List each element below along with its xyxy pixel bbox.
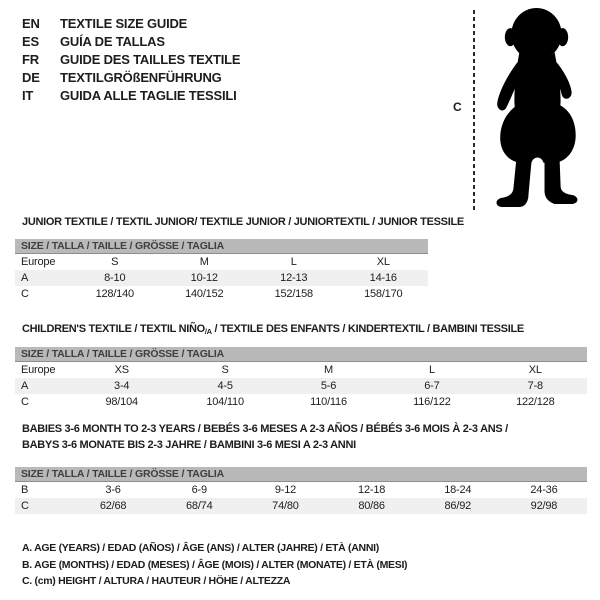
size-cell: 12-18 — [358, 484, 386, 496]
table-row-height — [15, 394, 587, 410]
language-code: IT — [22, 87, 34, 103]
row-label: A — [21, 380, 29, 392]
row-label: Europe — [21, 364, 56, 376]
children-heading-pre: CHILDREN'S TEXTILE / TEXTIL NIÑO — [22, 323, 205, 335]
size-cell: S — [221, 364, 229, 376]
size-cell: M — [324, 364, 333, 376]
footnote-b: B. AGE (MONTHS) / EDAD (MESES) / ÂGE (MOIS) / ALTER (MONATE) / ETÀ (MESI) — [22, 558, 408, 571]
children-section-heading — [22, 321, 524, 340]
language-title: GUÍA DE TALLAS — [60, 33, 165, 49]
size-cell: 98/104 — [105, 396, 138, 408]
language-code: ES — [22, 33, 39, 49]
footnote-a: A. AGE (YEARS) / EDAD (AÑOS) / ÂGE (ANS) / ALTER (JAHRE) / ETÀ (ANNI) — [22, 542, 379, 554]
language-code: FR — [22, 51, 39, 67]
language-title: TEXTILE SIZE GUIDE — [60, 15, 188, 31]
children-size-table — [15, 347, 587, 410]
size-cell: 12-13 — [280, 272, 308, 284]
size-cell: 68/74 — [185, 500, 213, 512]
size-cell: L — [428, 364, 435, 376]
table-row-height — [15, 286, 428, 302]
size-cell: 9-12 — [274, 484, 297, 496]
children-heading-post: / TEXTILE DES ENFANTS / KINDERTEXTIL / BAMBINI TESSILE — [211, 323, 524, 335]
size-cell: XL — [376, 256, 390, 268]
size-cell: 80/86 — [358, 500, 385, 512]
baby-silhouette-icon — [484, 6, 594, 212]
size-header-bar: SIZE / TALLA / TAILLE / GRÖSSE / TAGLIA — [15, 347, 587, 362]
language-row-en — [22, 14, 240, 32]
size-cell: 5-6 — [320, 380, 337, 392]
size-header-bar: SIZE / TALLA / TAILLE / GRÖSSE / TAGLIA — [15, 467, 587, 482]
height-measure-figure — [440, 0, 600, 220]
row-label: Europe — [21, 256, 56, 268]
row-label: C — [21, 288, 29, 300]
size-cell: 116/122 — [413, 396, 451, 408]
language-title: GUIDE DES TAILLES TEXTILE — [60, 51, 241, 67]
size-cell: 3-6 — [105, 484, 121, 496]
size-cell: XL — [528, 364, 542, 376]
table-row-height — [15, 498, 587, 514]
size-cell: 8-10 — [104, 272, 126, 284]
table-row-europe — [15, 362, 587, 378]
row-label: C — [21, 396, 29, 408]
height-measure-dashed-line — [473, 10, 475, 212]
size-cell: 92/98 — [530, 500, 558, 512]
size-cell: L — [290, 256, 297, 268]
babies-size-table — [15, 467, 587, 514]
size-cell: 86/92 — [444, 500, 472, 512]
babies-section-heading-line2: BABYS 3-6 MONATE BIS 2-3 JAHRE / BAMBINI 3-6 MESI A 2-3 ANNI — [22, 439, 356, 451]
size-cell: 62/68 — [99, 500, 127, 512]
babies-section-heading-line1: BABIES 3-6 MONTH TO 2-3 YEARS / BEBÉS 3-6 MESES A 2-3 AÑOS / BÉBÉS 3-6 MOIS À 2-3 ANS / — [22, 423, 508, 435]
size-cell: 128/140 — [95, 288, 134, 300]
size-cell: 152/158 — [274, 288, 313, 300]
language-row-de — [22, 68, 240, 86]
footnotes — [22, 540, 407, 590]
language-row-fr — [22, 50, 240, 68]
language-code: DE — [22, 69, 40, 85]
height-measure-label-c: C — [453, 100, 462, 114]
row-label: C — [21, 500, 29, 512]
size-cell: 110/116 — [310, 396, 347, 408]
size-cell: 3-4 — [114, 380, 130, 392]
size-cell: XS — [114, 364, 129, 376]
size-cell: M — [199, 256, 209, 268]
size-cell: 14-16 — [369, 272, 397, 284]
junior-section-heading: JUNIOR TEXTILE / TEXTIL JUNIOR/ TEXTILE JUNIOR / JUNIORTEXTIL / JUNIOR TESSILE — [22, 216, 464, 228]
table-row-europe — [15, 254, 428, 270]
size-cell: 7-8 — [527, 380, 543, 392]
size-cell: 74/80 — [272, 500, 299, 512]
junior-size-table — [15, 239, 428, 302]
size-cell: 24-36 — [530, 484, 558, 496]
language-title: TEXTILGRÖßENFÜHRUNG — [60, 69, 222, 85]
language-code: EN — [22, 15, 40, 31]
language-row-es — [22, 32, 240, 50]
size-cell: 4-5 — [217, 380, 233, 392]
table-row-age-years — [15, 378, 587, 394]
table-row-age-years — [15, 270, 428, 286]
size-cell: S — [111, 256, 119, 268]
children-heading-subscript: /A — [204, 327, 212, 336]
size-cell: 158/170 — [364, 288, 403, 300]
language-list — [22, 14, 240, 104]
size-header-bar: SIZE / TALLA / TAILLE / GRÖSSE / TAGLIA — [15, 239, 428, 254]
language-title: GUIDA ALLE TAGLIE TESSILI — [60, 87, 237, 103]
row-label: A — [21, 272, 29, 284]
footnote-c: C. (cm) HEIGHT / ALTURA / HAUTEUR / HÖHE / ALTEZZA — [22, 575, 291, 587]
size-cell: 6-7 — [424, 380, 440, 392]
size-cell: 10-12 — [190, 272, 218, 284]
size-cell: 6-9 — [191, 484, 207, 496]
size-cell: 104/110 — [206, 396, 244, 408]
size-cell: 140/152 — [185, 288, 224, 300]
table-row-age-months — [15, 482, 587, 498]
language-row-it — [22, 86, 240, 104]
row-label: B — [21, 484, 29, 496]
size-cell: 18-24 — [444, 484, 472, 496]
size-cell: 122/128 — [516, 396, 555, 408]
